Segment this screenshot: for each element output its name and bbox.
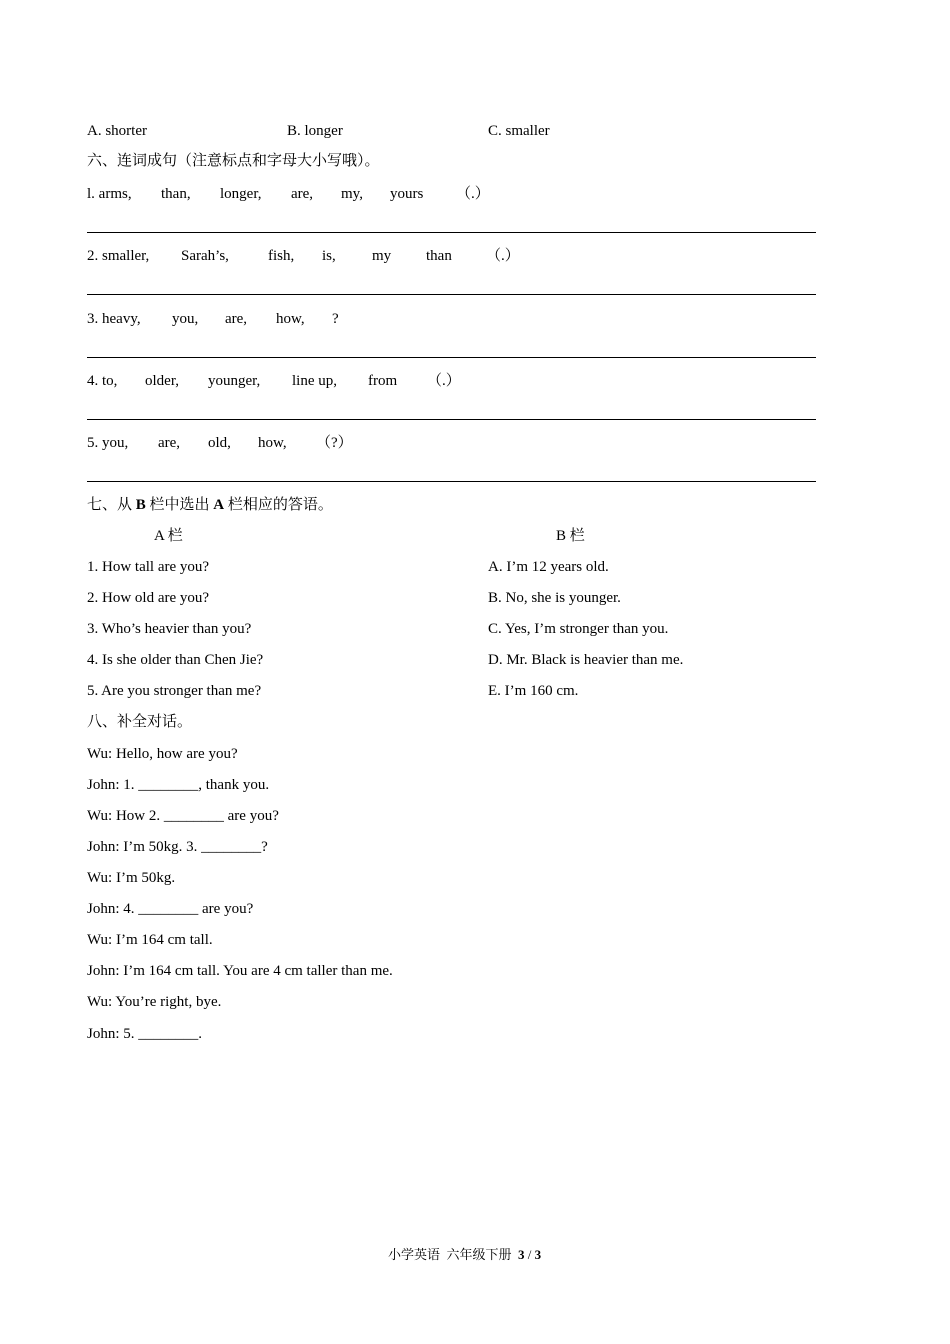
word: than (426, 248, 452, 264)
answer-line-5 (87, 481, 816, 482)
dialogue-line: Wu: I’m 164 cm tall. (87, 932, 213, 948)
word: are, (158, 435, 181, 451)
dialogue-line: Wu: I’m 50kg. (87, 870, 176, 886)
punctuation-hint: （.） (486, 248, 520, 264)
page-footer (388, 1246, 541, 1264)
answer-item: C. Yes, I’m stronger than you. (488, 621, 669, 637)
word: my (372, 248, 392, 264)
title-part: 栏中选出 (145, 497, 214, 513)
dialogue-line: Wu: Hello, how are you? (87, 746, 238, 762)
word: from (368, 373, 398, 389)
answer-item: E. I’m 160 cm. (488, 683, 579, 699)
punctuation-hint: （.） (456, 186, 490, 202)
word: fish, (268, 248, 295, 264)
footer-grade: 六年级下册 (446, 1247, 512, 1262)
word: are, (291, 186, 314, 202)
option-c: C. smaller (488, 123, 550, 139)
answer-line-3 (87, 357, 816, 358)
section6-title: 六、连词成句（注意标点和字母大小写哦）。 (87, 153, 380, 169)
footer-separator: / (527, 1247, 532, 1262)
word: Sarah’s, (181, 248, 229, 264)
question-item: 3. Who’s heavier than you? (87, 621, 252, 637)
dialogue-line: John: 1. ________, thank you. (87, 777, 270, 793)
word: younger, (208, 373, 261, 389)
dialogue-line: Wu: You’re right, bye. (87, 994, 222, 1010)
column-a-header: A 栏 (154, 528, 183, 544)
word: my, (341, 186, 363, 202)
question-item: 5. Are you stronger than me? (87, 683, 262, 699)
answer-line-2 (87, 294, 816, 295)
word: you, (172, 311, 199, 327)
option-a: A. shorter (87, 123, 147, 139)
answer-item: A. I’m 12 years old. (488, 559, 609, 575)
word: 4. to, (87, 373, 118, 389)
word: 5. you, (87, 435, 129, 451)
answer-line-1 (87, 232, 816, 233)
title-part: 七、从 (87, 497, 136, 513)
word: longer, (220, 186, 262, 202)
section7-title (87, 496, 333, 514)
word: old, (208, 435, 231, 451)
footer-subject: 小学英语 (388, 1247, 441, 1262)
word: yours (390, 186, 424, 202)
question-item: 2. How old are you? (87, 590, 210, 606)
word: how, (258, 435, 287, 451)
title-bold-b: B (135, 497, 146, 513)
word: than, (161, 186, 191, 202)
footer-page-number: 3 (518, 1247, 525, 1262)
punctuation-hint: （.） (427, 373, 461, 389)
word: ? (332, 311, 339, 327)
option-b: B. longer (287, 123, 343, 139)
section8-title: 八、补全对话。 (87, 714, 193, 730)
word: are, (225, 311, 248, 327)
word: line up, (292, 373, 337, 389)
answer-item: B. No, she is younger. (488, 590, 621, 606)
dialogue-line: John: I’m 164 cm tall. You are 4 cm taller than me. (87, 963, 393, 979)
column-b-header: B 栏 (556, 528, 585, 544)
dialogue-line: John: 4. ________ are you? (87, 901, 254, 917)
title-part: 栏相应的答语。 (224, 497, 333, 513)
dialogue-line: John: I’m 50kg. 3. ________? (87, 839, 268, 855)
dialogue-line: John: 5. ________. (87, 1026, 203, 1042)
dialogue-line: Wu: How 2. ________ are you? (87, 808, 279, 824)
word: how, (276, 311, 305, 327)
word: is, (322, 248, 336, 264)
punctuation-hint: （?） (316, 435, 353, 451)
answer-item: D. Mr. Black is heavier than me. (488, 652, 684, 668)
question-item: 4. Is she older than Chen Jie? (87, 652, 264, 668)
word: older, (145, 373, 179, 389)
word: 2. smaller, (87, 248, 150, 264)
title-bold-a: A (213, 497, 225, 513)
footer-page-total: 3 (534, 1247, 542, 1262)
word: l. arms, (87, 186, 132, 202)
word: 3. heavy, (87, 311, 141, 327)
question-item: 1. How tall are you? (87, 559, 210, 575)
answer-line-4 (87, 419, 816, 420)
